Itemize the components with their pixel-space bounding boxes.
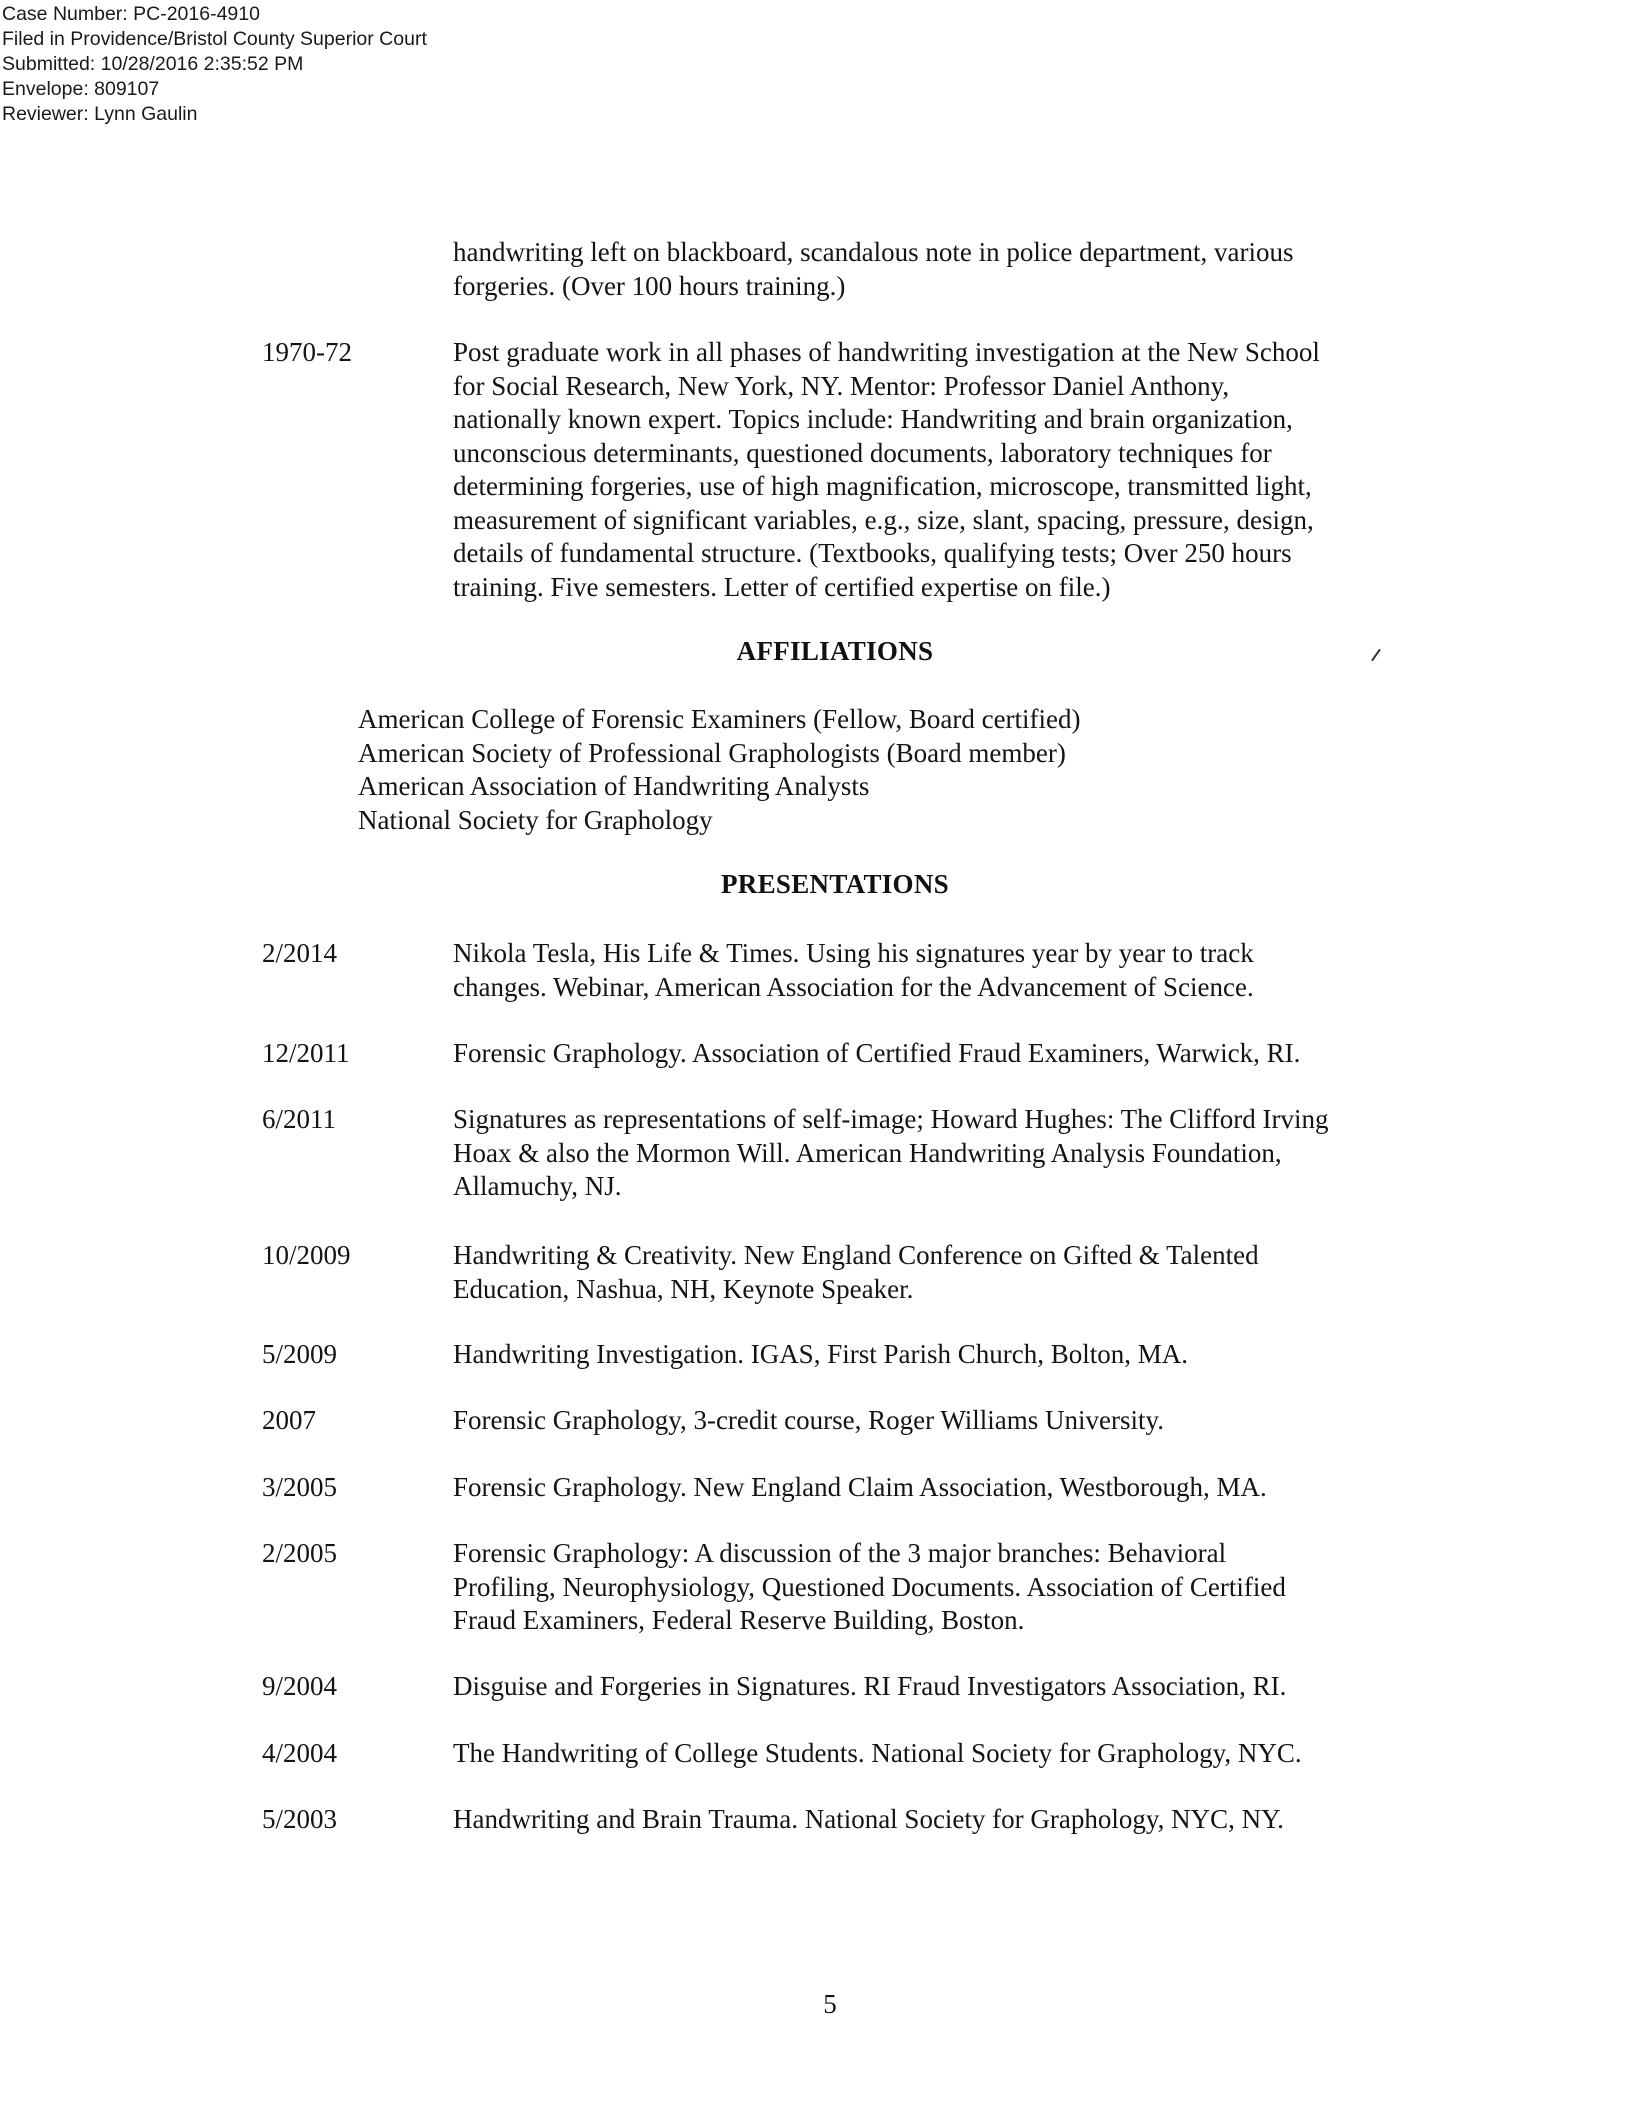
- presentation-date: 6/2011: [262, 1104, 336, 1134]
- case-number: Case Number: PC-2016-4910: [2, 3, 260, 25]
- envelope-number: Envelope: 809107: [2, 78, 160, 100]
- affiliation-item: National Society for Graphology: [358, 804, 713, 835]
- affiliation-item: American Society of Professional Graphologists (Board member): [358, 737, 1066, 768]
- presentation-line: Handwriting & Creativity. New England Conference on Gifted & Talented: [453, 1240, 1259, 1270]
- affiliation-item: American College of Forensic Examiners (Fellow, Board certified): [358, 704, 1081, 734]
- entry-line: unconscious determinants, questioned documents, laboratory techniques for: [453, 437, 1272, 468]
- presentation-date: 12/2011: [262, 1038, 350, 1068]
- entry-line: Post graduate work in all phases of handwriting investigation at the New School: [453, 337, 1320, 367]
- presentations-heading: PRESENTATIONS: [721, 869, 949, 899]
- continuation-paragraph: [453, 236, 1294, 303]
- presentation-description: [453, 1404, 1164, 1438]
- presentation-line: Forensic Graphology: A discussion of the 3 major branches: Behavioral: [453, 1538, 1227, 1568]
- presentation-line: Handwriting Investigation. IGAS, First Parish Church, Bolton, MA.: [453, 1339, 1188, 1369]
- presentation-description: [453, 1803, 1284, 1837]
- presentation-description: [453, 1537, 1286, 1638]
- presentation-line: The Handwriting of College Students. National Society for Graphology, NYC.: [453, 1738, 1302, 1768]
- reviewer: Reviewer: Lynn Gaulin: [2, 103, 198, 125]
- affiliation-item: American Association of Handwriting Analysts: [358, 771, 870, 801]
- presentation-date: 5/2003: [262, 1804, 338, 1834]
- presentation-description: [453, 1103, 1329, 1204]
- entry-line: determining forgeries, use of high magnification, microscope, transmitted light,: [453, 471, 1312, 501]
- presentation-date: 9/2004: [262, 1671, 338, 1701]
- presentation-date: 10/2009: [262, 1240, 351, 1270]
- presentation-line: Disguise and Forgeries in Signatures. RI Fraud Investigators Association, RI.: [453, 1671, 1287, 1701]
- presentation-line: Allamuchy, NJ.: [453, 1171, 622, 1201]
- page-number: 5: [823, 1989, 837, 2019]
- affiliations-list: [358, 703, 1081, 837]
- presentation-line: Handwriting and Brain Trauma. National Society for Graphology, NYC, NY.: [453, 1804, 1284, 1834]
- presentation-date: 3/2005: [262, 1472, 338, 1502]
- presentation-line: changes. Webinar, American Association for the Advancement of Science.: [453, 971, 1254, 1002]
- affiliations-heading: AFFILIATIONS: [736, 636, 934, 666]
- presentation-description: [453, 1737, 1302, 1771]
- presentation-line: Fraud Examiners, Federal Reserve Building, Boston.: [453, 1605, 1025, 1635]
- presentation-description: [453, 1338, 1188, 1372]
- presentation-line: Education, Nashua, NH, Keynote Speaker.: [453, 1273, 914, 1304]
- entry-description: [453, 336, 1320, 604]
- presentation-line: Hoax & also the Mormon Will. American Handwriting Analysis Foundation,: [453, 1137, 1282, 1168]
- presentation-date: 2/2014: [262, 938, 338, 968]
- presentation-description: [453, 1239, 1259, 1306]
- stray-pen-mark: [1371, 649, 1381, 662]
- entry-line: for Social Research, New York, NY. Mentor: Professor Daniel Anthony,: [453, 370, 1230, 401]
- presentation-date: 2007: [262, 1405, 316, 1435]
- presentation-description: [453, 1471, 1267, 1505]
- presentation-date: 2/2005: [262, 1538, 338, 1568]
- presentation-line: Forensic Graphology. New England Claim Association, Westborough, MA.: [453, 1472, 1267, 1502]
- presentation-line: Nikola Tesla, His Life & Times. Using his signatures year by year to track: [453, 938, 1254, 968]
- presentation-description: [453, 1037, 1300, 1071]
- submitted-timestamp: Submitted: 10/28/2016 2:35:52 PM: [2, 53, 304, 75]
- entry-line: nationally known expert. Topics include: Handwriting and brain organization,: [453, 404, 1293, 434]
- presentation-line: Forensic Graphology, 3-credit course, Roger Williams University.: [453, 1405, 1165, 1435]
- continuation-line: handwriting left on blackboard, scandalous note in police department, various: [453, 237, 1294, 267]
- continuation-line: forgeries. (Over 100 hours training.): [453, 270, 846, 301]
- entry-line: details of fundamental structure. (Textbooks, qualifying tests; Over 250 hours: [453, 538, 1292, 568]
- entry-date: 1970-72: [262, 337, 352, 367]
- entry-line: training. Five semesters. Letter of certified expertise on file.): [453, 571, 1111, 602]
- presentation-date: 4/2004: [262, 1738, 338, 1768]
- presentation-date: 5/2009: [262, 1339, 338, 1369]
- presentation-description: [453, 937, 1254, 1004]
- filed-in: Filed in Providence/Bristol County Superior Court: [2, 28, 427, 50]
- presentation-description: [453, 1670, 1286, 1704]
- presentation-line: Profiling, Neurophysiology, Questioned Documents. Association of Certified: [453, 1571, 1286, 1602]
- presentation-line: Forensic Graphology. Association of Certified Fraud Examiners, Warwick, RI.: [453, 1038, 1301, 1068]
- entry-line: measurement of significant variables, e.g., size, slant, spacing, pressure, design,: [453, 504, 1314, 535]
- filing-stamp: [2, 2, 427, 127]
- presentation-line: Signatures as representations of self-image; Howard Hughes: The Clifford Irving: [453, 1104, 1329, 1134]
